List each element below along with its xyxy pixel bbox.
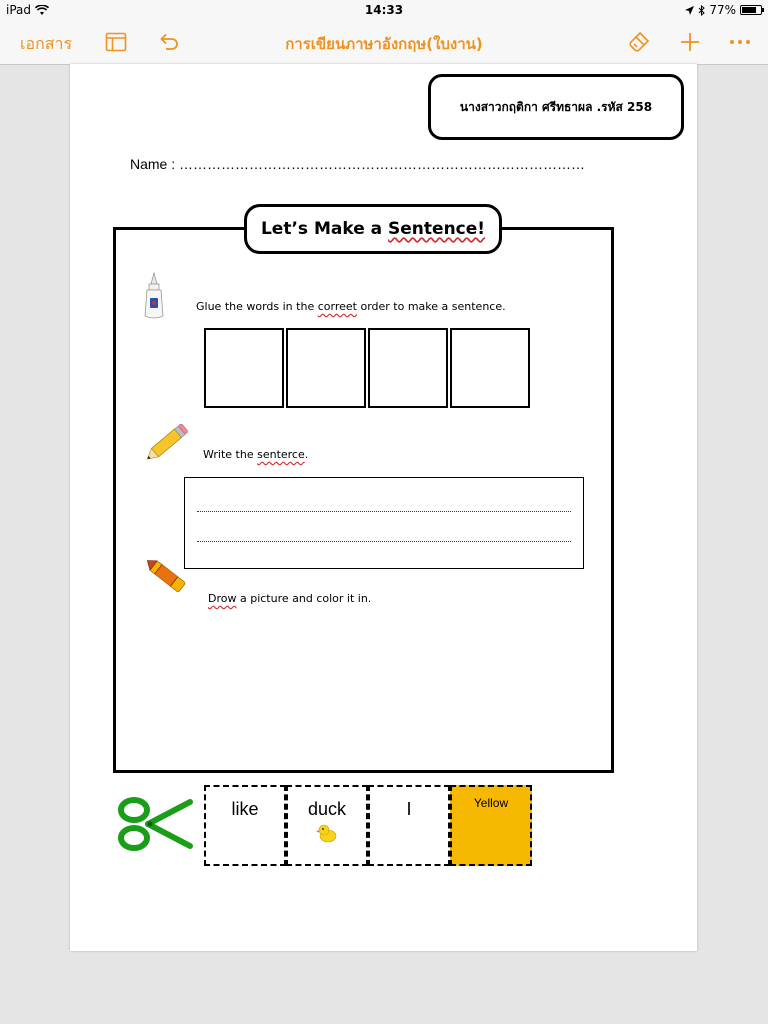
- writing-line: [197, 541, 571, 542]
- bluetooth-icon: [698, 5, 705, 16]
- answer-box: [368, 328, 448, 408]
- duckling-icon: [316, 823, 338, 843]
- cut-card-yellow: [450, 785, 532, 866]
- answer-box: [286, 328, 366, 408]
- status-time: 14:33: [364, 3, 404, 17]
- answer-box: [450, 328, 530, 408]
- title-squiggle-word: Sentence!: [388, 219, 486, 239]
- write-instruction-squiggle: senterce: [257, 448, 305, 461]
- write-instruction-part: Write the: [203, 448, 258, 461]
- plus-icon[interactable]: [678, 30, 702, 54]
- undo-icon[interactable]: [157, 30, 181, 54]
- write-instruction-tail: .: [304, 448, 309, 461]
- worksheet-title: [244, 204, 502, 254]
- cut-card-word: I: [406, 799, 412, 819]
- name-field: Name : ……………………………………………………………………………: [130, 156, 586, 172]
- cut-card: [286, 785, 368, 866]
- cut-card-word: like: [231, 799, 259, 819]
- writing-line: [197, 511, 571, 512]
- writing-area: [184, 477, 584, 569]
- document-page[interactable]: [70, 64, 697, 951]
- scissors-icon: [116, 794, 194, 854]
- glue-bottle-icon: [143, 272, 165, 320]
- glue-instruction-part: Glue the words in the: [196, 300, 318, 313]
- cut-card-word: Yellow: [473, 796, 509, 810]
- pencil-icon: [140, 419, 192, 469]
- crayon-icon: [140, 552, 194, 600]
- paintbrush-icon[interactable]: [627, 30, 651, 54]
- sidebar-icon[interactable]: [104, 30, 128, 54]
- glue-instruction-squiggle: correet: [317, 300, 357, 313]
- draw-instruction-tail: a picture and color it in.: [236, 592, 372, 605]
- document-title[interactable]: การเขียนภาษาอังกฤษ(ใบงาน): [285, 35, 483, 53]
- device-name: iPad: [6, 3, 32, 17]
- cut-card: [204, 785, 286, 866]
- answer-box: [204, 328, 284, 408]
- battery-percent: 77%: [709, 3, 736, 17]
- glue-instruction-tail: order to make a sentence.: [356, 300, 506, 313]
- draw-instruction: [208, 592, 371, 605]
- student-info-box: [428, 74, 684, 140]
- cut-card: [368, 785, 450, 866]
- write-instruction: [203, 448, 308, 461]
- status-bar: [0, 0, 768, 20]
- draw-instruction-squiggle: Drow: [208, 592, 237, 605]
- more-icon[interactable]: [728, 30, 752, 54]
- documents-button[interactable]: เอกสาร: [20, 34, 73, 53]
- location-arrow-icon: [685, 6, 694, 15]
- student-info-text: นางสาวกฤติกา ศรีทธาผล .รหัส 258: [459, 99, 653, 114]
- glue-instruction: [196, 300, 506, 313]
- app-toolbar: [0, 20, 768, 65]
- battery-icon: [740, 5, 762, 15]
- title-prefix: Let’s Make a: [260, 219, 389, 239]
- cut-card-word: duck: [307, 799, 347, 819]
